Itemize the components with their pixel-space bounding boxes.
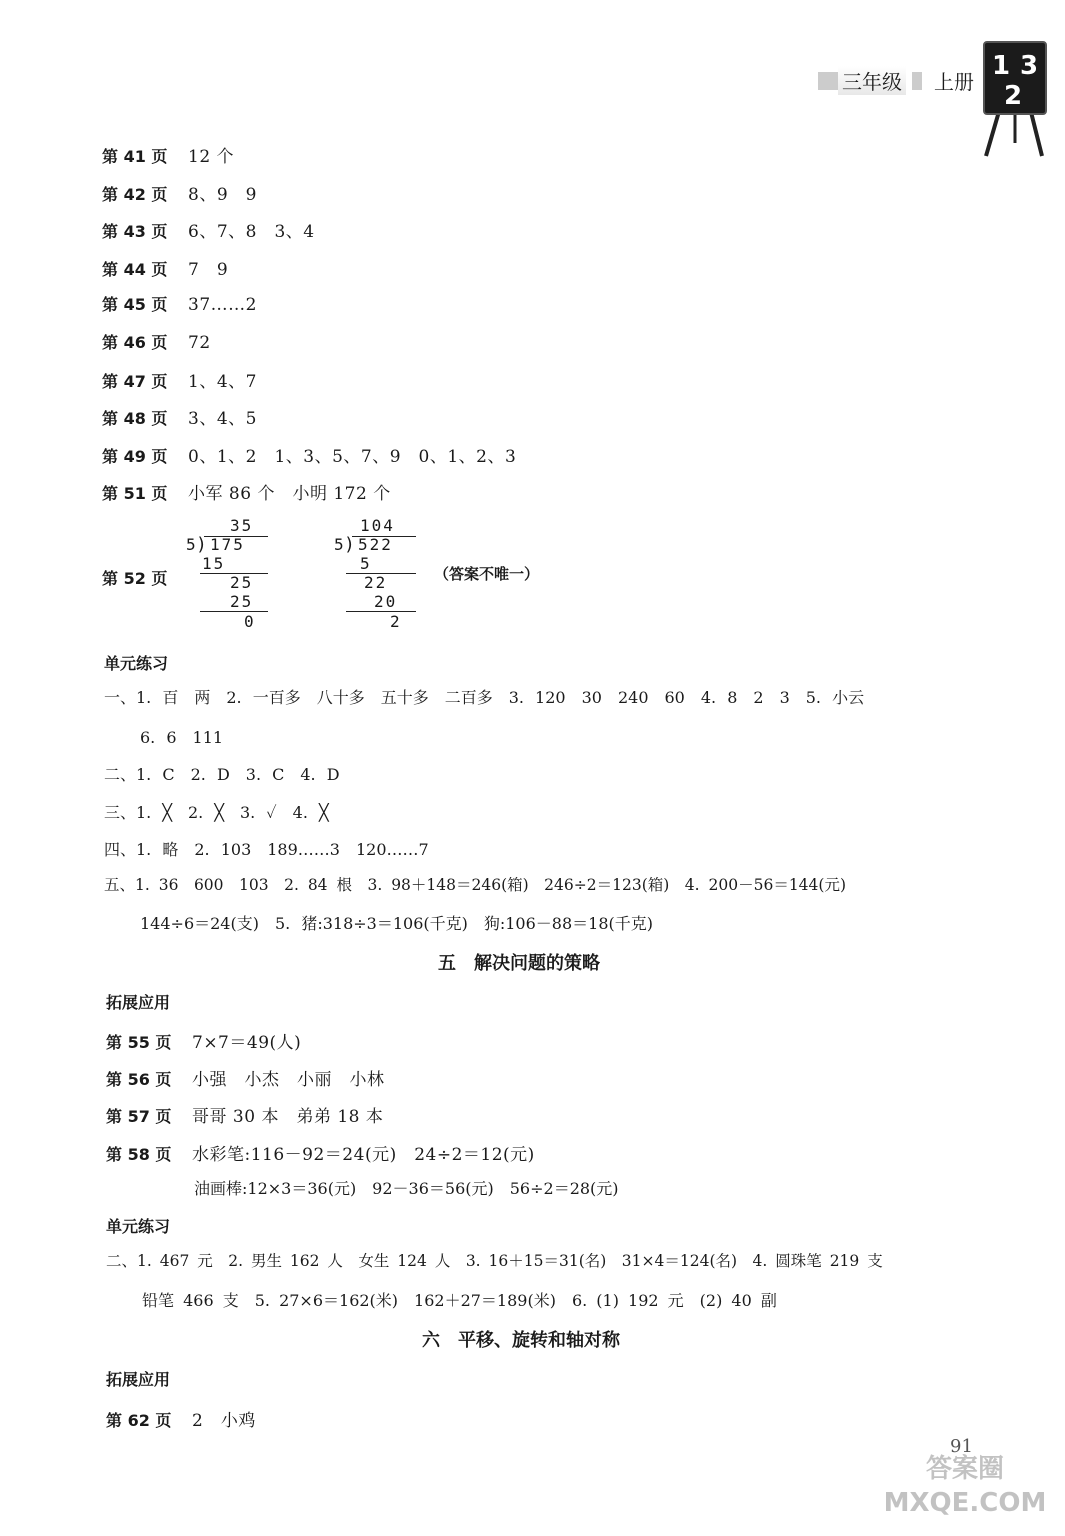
extension-heading: 拓展应用 [106, 1370, 171, 1389]
remainder: 0 [244, 612, 256, 631]
page-label: 第 51 页 [102, 484, 168, 503]
answer-row [102, 142, 234, 167]
answer-continuation: 油画棒:12×3＝36(元) 92－36＝56(元) 56÷2＝28(元) [194, 1179, 619, 1198]
practice-line: 6. 6 111 [140, 728, 224, 747]
page-label: 第 46 页 [102, 333, 168, 352]
divisor: 5 [334, 535, 346, 554]
answer-value: 8、9 9 [188, 185, 257, 205]
answer-row-p52 [102, 566, 188, 589]
subtrahend: 15 [202, 554, 226, 573]
subtrahend: 20 [374, 592, 398, 611]
badge-digit-3: 3 [1020, 51, 1039, 81]
answer-value: 水彩笔:116－92＝24(元) 24÷2＝12(元) [192, 1145, 535, 1165]
chalkboard-logo [980, 38, 1050, 158]
answer-value: 7×7＝49(人) [192, 1033, 302, 1053]
unit-practice-heading: 单元练习 [104, 654, 169, 673]
quotient: 104 [360, 516, 395, 535]
answer-value: 7 9 [188, 260, 229, 280]
answer-value: 1、4、7 [188, 372, 257, 392]
practice-line: 二、1. C 2. D 3. C 4. D [104, 765, 340, 784]
answer-value: 6、7、8 3、4 [188, 222, 315, 242]
header-decor-right [912, 72, 922, 90]
answer-row [102, 479, 391, 504]
subtrahend: 25 [230, 592, 254, 611]
answer-row [102, 367, 257, 392]
remainder: 25 [230, 573, 254, 592]
page-label: 第 56 页 [106, 1070, 172, 1089]
remainder: 22 [364, 573, 388, 592]
answer-row [102, 442, 516, 467]
answer-row [106, 1140, 535, 1165]
answer-row [106, 1065, 385, 1090]
page-label: 第 49 页 [102, 447, 168, 466]
divisor: 5 [186, 535, 198, 554]
answer-value: 72 [188, 333, 211, 353]
watermark: 答案圈 MXQE.COM [883, 1454, 1047, 1518]
division-bracket: ) [196, 534, 209, 555]
answer-value: 3、4、5 [188, 409, 257, 429]
badge-digit-1: 1 [992, 51, 1011, 81]
section-title: 五 解决问题的策略 [438, 953, 600, 974]
answer-value: 哥哥 30 本 弟弟 18 本 [192, 1107, 384, 1127]
section-title: 六 平移、旋转和轴对称 [422, 1330, 620, 1351]
answer-value: 37……2 [188, 295, 257, 315]
practice-line: 四、1. 略 2. 103 189……3 120……7 [104, 840, 429, 859]
page-label: 第 44 页 [102, 260, 168, 279]
practice-line: 二、1. 467 元 2. 男生 162 人 女生 124 人 3. 16＋15＝31(名) 31×4＝124(名) 4. 圆珠笔 219 支 [106, 1252, 883, 1270]
answer-row [102, 404, 257, 429]
practice-line: 五、1. 36 600 103 2. 84 根 3. 98＋148＝246(箱) 246÷2＝123(箱) 4. 200－56＝144(元) [104, 876, 846, 894]
page-number: 91 [950, 1436, 973, 1457]
page-label: 第 55 页 [106, 1033, 172, 1052]
answer-value: 小强 小杰 小丽 小林 [192, 1070, 385, 1090]
page-label: 第 43 页 [102, 222, 168, 241]
badge-digit-2: 2 [1004, 81, 1023, 111]
answer-value: 12 个 [188, 147, 235, 167]
answer-row [106, 1028, 301, 1053]
header-grade: 三年级 [838, 66, 906, 95]
answer-value: 0、1、2 1、3、5、7、9 0、1、2、3 [188, 447, 517, 467]
dividend: 175 [210, 535, 245, 554]
page-label: 第 58 页 [106, 1145, 172, 1164]
division-bracket: ) [344, 534, 357, 555]
answer-row [106, 1102, 383, 1127]
page-label: 第 41 页 [102, 147, 168, 166]
practice-line: 三、1. ╳ 2. ╳ 3. ✓ 4. ╳ [104, 803, 329, 822]
page-label: 第 62 页 [106, 1411, 172, 1430]
practice-line: 铅笔 466 支 5. 27×6＝162(米) 162＋27＝189(米) 6. (1) 192 元 (2) 40 副 [142, 1291, 777, 1310]
answer-row [102, 255, 228, 280]
page-label: 第 45 页 [102, 295, 168, 314]
note-not-unique: （答案不唯一） [434, 565, 540, 583]
practice-line: 144÷6＝24(支) 5. 猪:318÷3＝106(千克) 狗:106－88＝18(千克) [140, 914, 653, 933]
page-label: 第 47 页 [102, 372, 168, 391]
page-label: 第 57 页 [106, 1107, 172, 1126]
practice-line: 一、1. 百 两 2. 一百多 八十多 五十多 二百多 3. 120 30 240 60 4. 8 2 3 5. 小云 [104, 688, 865, 707]
page-label: 第 48 页 [102, 409, 168, 428]
answer-row [102, 217, 315, 242]
extension-heading: 拓展应用 [106, 993, 171, 1012]
remainder: 2 [390, 612, 402, 631]
header-decor [818, 72, 840, 90]
answer-row [102, 330, 211, 353]
answer-value: 2 小鸡 [192, 1411, 256, 1431]
page-label: 第 42 页 [102, 185, 168, 204]
answer-value: 小军 86 个 小明 172 个 [188, 484, 391, 504]
answer-row [106, 1406, 256, 1431]
header-volume: 上册 [934, 70, 974, 94]
long-division-2 [334, 516, 434, 634]
page-label: 第 52 页 [102, 569, 168, 588]
unit-practice-heading: 单元练习 [106, 1217, 171, 1236]
answer-row [102, 180, 257, 205]
answer-row [102, 292, 257, 315]
subtrahend: 5 [360, 554, 372, 573]
quotient: 35 [230, 516, 254, 535]
long-division-1 [186, 516, 286, 634]
dividend: 522 [358, 535, 393, 554]
